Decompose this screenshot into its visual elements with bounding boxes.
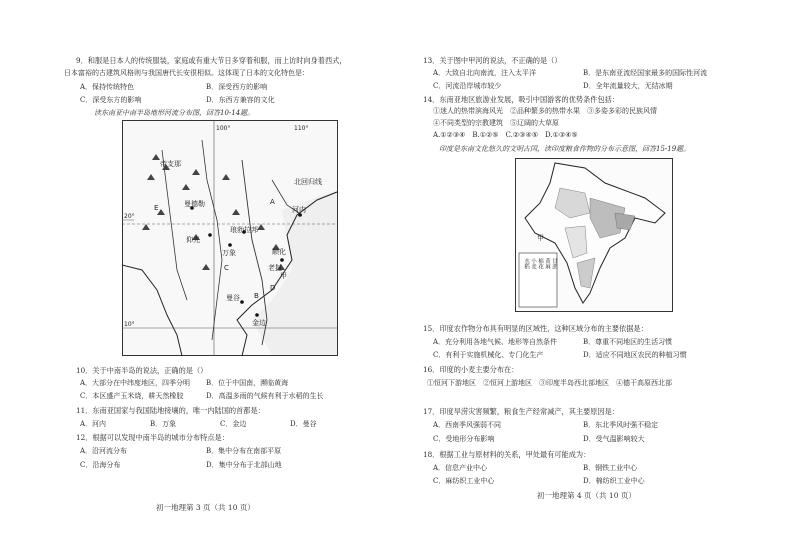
q9-option-a[interactable]: A．保持传统特色: [80, 83, 135, 91]
q9-option-d[interactable]: D．东西方兼容的文化: [206, 96, 275, 104]
q14-stem: 14．东南亚地区旅游业发展，吸引中国游客的优势条件包括：: [423, 95, 620, 104]
q12-option-a[interactable]: A．沿河流分布: [80, 447, 128, 455]
label-hanoi: 河内: [292, 206, 306, 214]
map-intro-right: 印度是东南文化悠久的文明古国，读印度粮食作物的分布示意图，回答15-19题。: [439, 145, 691, 153]
legend-rice: 水稻: [523, 258, 529, 269]
label-C: C: [224, 264, 229, 272]
q15-stem: 15．印度农作物分布具有明显的区域性，这种区域分布的主要依据是：: [423, 324, 648, 333]
q16-stem: 16．印度的小麦主要分布在：: [423, 365, 519, 374]
label-lon100: 100°: [216, 125, 231, 132]
q15-option-c[interactable]: C．有利于实施机械化、专门化生产: [433, 351, 544, 359]
label-lon110: 110°: [294, 125, 309, 132]
q16-options[interactable]: ①恒河下游地区 ②恒河上游地区 ③印度半岛西北部地区 ④德干高原西北部: [427, 379, 672, 387]
q18-stem: 18．根据工业与原材料的关系，甲处最有可能成为：: [423, 450, 591, 459]
q11-stem: 11．东南亚国家与我国陆地接壤的，唯一内陆国的首都是：: [76, 406, 265, 415]
label-tropic: 北回归线: [294, 178, 322, 186]
label-mandalay-north: 帝支那: [160, 160, 181, 168]
legend-jute: 黄麻: [544, 258, 550, 269]
right-page: [397, 0, 794, 543]
q10-option-c[interactable]: C．本区盛产玉米烧，耕天然橡胶: [80, 392, 184, 400]
india-map: [515, 158, 673, 312]
label-A: A: [270, 198, 275, 206]
q12-stem: 12．根据可以发现中南半岛的城市分布特点是：: [76, 433, 229, 442]
label-mandalay: 曼德勒: [184, 200, 205, 208]
q13-option-c[interactable]: C．河流沿岸城市较少: [433, 82, 502, 90]
q13-stem: 13．关于图中甲河的说法，不正确的是（）: [423, 56, 562, 65]
q11-option-b[interactable]: B．万象: [150, 420, 177, 428]
q17-option-d[interactable]: D．受气温影响较大: [583, 435, 645, 443]
label-B: B: [254, 292, 259, 300]
label-bangkok: 曼谷: [226, 294, 240, 302]
q17-option-b[interactable]: B．东北季风时强不稳定: [583, 421, 659, 429]
q9-option-c[interactable]: C．深受东方的影响: [80, 96, 142, 104]
q17-option-c[interactable]: C．受地形分布影响: [433, 435, 495, 443]
label-lat20: 20°: [124, 213, 135, 220]
legend-cotton: 棉花: [537, 258, 543, 269]
label-yangon: 仰光: [186, 236, 200, 244]
q9-option-b[interactable]: B．深受西方的影响: [206, 83, 268, 91]
q12-option-b[interactable]: B．集中分布在南部平原: [206, 447, 282, 455]
q9-stem-line1: 9．和服是日本人的传统服装，家庭或有重大节日多穿着和服，而上访时向身着西式，: [76, 56, 347, 65]
indochina-map: [122, 120, 338, 356]
q10-option-b[interactable]: B．位于中国南，濒临黄海: [206, 379, 289, 387]
india-label-jia: 甲: [537, 234, 544, 242]
q9-stem-line2: 日本富裕的古建筑风格则与我国唐代长安很相似。这体现了日本的文化特色是：: [64, 69, 309, 77]
q18-option-a[interactable]: A．信息产业中心: [433, 464, 488, 472]
label-lao: 老挝: [268, 264, 282, 272]
label-vientiane: 万象: [222, 249, 236, 257]
q10-option-a[interactable]: A．大部分在中纬度地区，四季分明: [80, 379, 191, 387]
q13-option-b[interactable]: B．是东南亚流经国家最多的国际性河流: [583, 69, 708, 77]
footer-left: 初一地理第 3 页（共 10 页）: [156, 503, 255, 512]
q12-option-c[interactable]: C．沿海分布: [80, 461, 121, 469]
q11-option-d[interactable]: D．曼谷: [290, 420, 317, 428]
label-D: D: [270, 284, 276, 292]
q12-option-d[interactable]: D．集中分布于北部山地: [206, 461, 282, 469]
label-hue: 顺化: [272, 248, 286, 256]
q18-option-c[interactable]: C．麻纺织工业中心: [433, 477, 495, 485]
q13-option-d[interactable]: D．全年流量较大，无结冰期: [583, 82, 673, 90]
q15-option-a[interactable]: A．充分利用各地气候、地形等自然条件: [433, 338, 558, 346]
q17-option-a[interactable]: A．西南季风强弱不同: [433, 421, 502, 429]
q15-option-d[interactable]: D．适应不同地区农民的种植习惯: [583, 351, 687, 359]
q10-stem: 10．关于中南半岛的说法，正确的是（）: [76, 366, 208, 375]
q14-options[interactable]: A.①②③④ B.①②⑤ C.②③④⑤ D.①③④⑤: [433, 131, 578, 139]
label-jia: 甲: [280, 272, 287, 280]
footer-right: 初一地理第 4 页（共 10 页）: [537, 491, 636, 500]
q18-option-b[interactable]: B．钢铁工业中心: [583, 464, 638, 472]
label-phnompenh: 金边: [252, 319, 266, 327]
label-E: E: [154, 204, 159, 212]
q11-option-a[interactable]: A．河内: [80, 420, 107, 428]
q15-option-b[interactable]: B．尊重不同地区的生活习惯: [583, 338, 673, 346]
label-lat10: 10°: [124, 321, 135, 328]
q17-stem: 17．印度旱涝灾害频繁，粮食生产经常减产，其主要原因是：: [423, 407, 620, 416]
q14-items-line2: ④不同类型的宗教建筑 ⑤辽阔的大草原: [433, 119, 559, 127]
q10-option-d[interactable]: D．高温多雨的气候有利于水稻的生长: [206, 392, 324, 400]
legend-wheat: 小麦: [530, 258, 536, 269]
q18-option-d[interactable]: D．棉纺织工业中心: [583, 477, 645, 485]
map-intro-left: 读东南亚中南半岛地形河流分布图，回答10-14题。: [94, 109, 255, 117]
q11-option-c[interactable]: C．金边: [220, 420, 247, 428]
label-luangprabang: 琅勃拉邦: [230, 226, 258, 234]
q14-items-line1: ①迷人的热带滨海风光 ②品种繁多的热带水果 ③多姿多彩的民族风情: [433, 107, 657, 115]
legend-sugarcane: 甘蔗: [551, 258, 557, 269]
q13-option-a[interactable]: A．大致自北向南流，注入太平洋: [433, 69, 537, 77]
